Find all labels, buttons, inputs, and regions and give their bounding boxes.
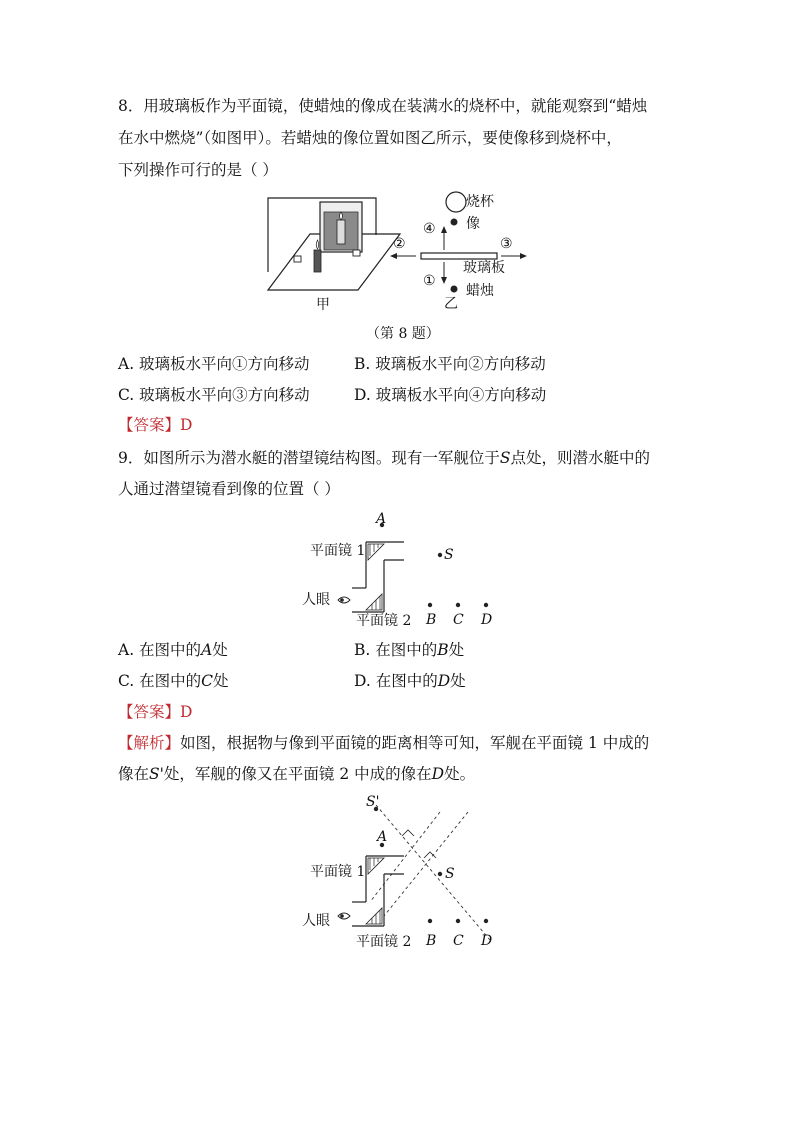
label-n2: ② — [393, 236, 406, 252]
opt-letter: B — [437, 641, 449, 659]
q9-analysis-line-1 — [118, 733, 649, 753]
eye-icon — [338, 597, 350, 603]
q8-option-b: B. 玻璃板水平向②方向移动 — [354, 355, 546, 373]
q8-option-a: A. 玻璃板水平向①方向移动 — [118, 355, 310, 373]
eye-icon — [338, 913, 350, 919]
answer-value: D — [180, 703, 193, 721]
opt-text: 处 — [213, 672, 229, 690]
answer-tag: 【答案】 — [118, 703, 181, 721]
opt-letter: C — [201, 672, 214, 690]
fig9-label-eye: 人眼 — [302, 592, 330, 608]
fig9-label-mirror2: 平面镜 2 — [356, 613, 412, 629]
q9-option-b — [354, 640, 464, 660]
fig9-label-d: D — [481, 612, 493, 628]
q9-option-c — [118, 671, 229, 691]
q9-answer — [118, 702, 192, 722]
fig9-label-s: S — [444, 547, 454, 563]
opt-text: 处 — [212, 641, 228, 659]
analysis-tag: 【解析】 — [118, 734, 181, 752]
answer-tag: 【答案】 — [118, 416, 181, 434]
analysis-text: 像在 — [118, 765, 150, 783]
q9-stem-s: S — [499, 449, 511, 467]
q8-stem-line-3: 下列操作可行的是（ ） — [118, 161, 278, 179]
opt-text: D. 在图中的 — [354, 672, 438, 690]
opt-text: 处 — [450, 672, 466, 690]
candle-dot — [451, 286, 458, 293]
q9-analysis-line-2 — [118, 764, 475, 784]
q9-stem-line-1 — [118, 448, 650, 468]
analysis-d: D — [431, 765, 445, 783]
opt-text: A. 在图中的 — [118, 641, 202, 659]
label-image: 像 — [466, 216, 480, 232]
fig9-label-c: C — [453, 612, 464, 628]
label-n1: ① — [423, 273, 436, 289]
image-dot — [451, 219, 458, 226]
q8-answer — [118, 415, 192, 435]
opt-letter: A — [201, 641, 213, 659]
analysis-text: 处，军舰的像又在平面镜 2 中成的像在 — [163, 765, 432, 783]
figure-yi — [388, 188, 538, 318]
opt-text: C. 在图中的 — [118, 672, 202, 690]
q9-stem-line-2: 人通过潜望镜看到像的位置（ ） — [118, 480, 340, 498]
fig10-label-b: B — [426, 933, 437, 949]
opt-text: 处 — [448, 641, 465, 659]
label-n3: ③ — [500, 236, 513, 252]
fig10-label-mirror1: 平面镜 1 — [310, 864, 366, 880]
fig9-label-a: A — [376, 511, 387, 527]
fig9-label-mirror1: 平面镜 1 — [310, 543, 366, 559]
q8-option-d: D. 玻璃板水平向④方向移动 — [354, 386, 547, 404]
fig10-label-s-prime: S' — [366, 794, 380, 810]
fig10-label-c: C — [453, 933, 464, 949]
label-candle: 蜡烛 — [466, 283, 494, 299]
q9-option-d — [354, 671, 466, 691]
fig9-label-b: B — [426, 612, 437, 628]
analysis-s-prime: S' — [149, 765, 164, 783]
fig10-label-s: S — [445, 866, 455, 882]
fig-jia-label: 甲 — [316, 297, 330, 313]
analysis-text: 处。 — [444, 765, 476, 783]
q9-stem-part: 9．如图所示为潜水艇的潜望镜结构图。现有一军舰位于 — [118, 449, 500, 467]
q8-stem-line-1: 8．用玻璃板作为平面镜，使蜡烛的像成在装满水的烧杯中，就能观察到“蜡烛 — [118, 97, 648, 115]
opt-text: B. 在图中的 — [354, 641, 438, 659]
fig10-label-eye: 人眼 — [302, 913, 330, 929]
label-n4: ④ — [423, 221, 436, 237]
fig10-label-d: D — [481, 933, 493, 949]
analysis-text: 如图，根据物与像到平面镜的距离相等可知，军舰在平面镜 1 中成的 — [180, 734, 650, 752]
label-glass: 玻璃板 — [463, 260, 505, 276]
beaker-circle — [446, 192, 466, 212]
q8-figure-caption: （第 8 题） — [366, 326, 440, 342]
q9-option-a — [118, 640, 228, 660]
q8-stem-line-2: 在水中燃烧”（如图甲）。若蜡烛的像位置如图乙所示，要使像移到烧杯中， — [118, 129, 622, 147]
q9-stem-part: 点处，则潜水艇中的 — [510, 449, 651, 467]
label-yi: 乙 — [444, 296, 458, 312]
answer-value: D — [180, 416, 193, 434]
fig10-label-a: A — [377, 829, 388, 845]
opt-letter: D — [437, 672, 451, 690]
q8-option-c: C. 玻璃板水平向③方向移动 — [118, 386, 310, 404]
label-beaker: 烧杯 — [466, 194, 494, 210]
fig10-label-mirror2: 平面镜 2 — [356, 934, 412, 950]
